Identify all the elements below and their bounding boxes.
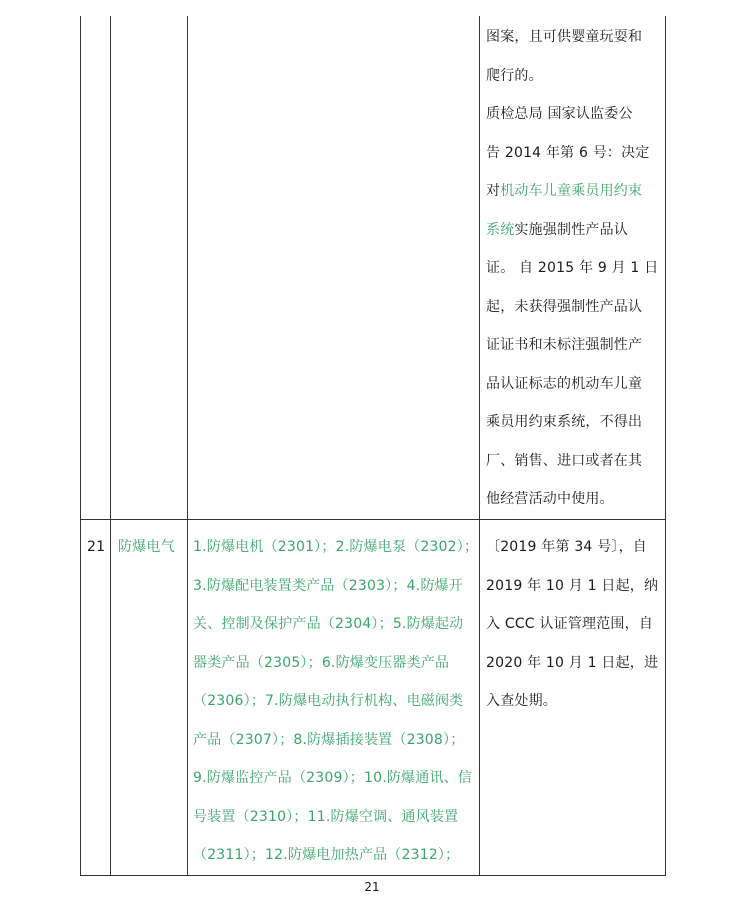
note-text: 实施强制性产品认 (514, 221, 629, 238)
product-category: 防爆电气 (118, 539, 175, 555)
row-21-notes (486, 528, 662, 721)
note-line: 入 CCC 认证管理范围，自 (486, 616, 654, 632)
note-line: 入查处期。 (486, 693, 557, 709)
note-line (486, 211, 662, 250)
note-text: 品认证标志的机动车儿童 (486, 375, 643, 392)
note-line (486, 480, 662, 519)
note-line (486, 172, 662, 211)
note-line: 2020 年 10 月 1 日起，进 (486, 654, 659, 671)
note-line (486, 134, 662, 173)
note-text: 告 2014 年第 6 号：决定 (486, 144, 650, 161)
note-line (486, 403, 662, 442)
note-line (486, 365, 662, 404)
product-line: 号装置（2310）；11.防爆空调、通风装置 (193, 808, 459, 825)
product-line: （2306）；7.防爆电动执行机构、电磁阀类 (193, 693, 464, 709)
note-text: 证。 自 2015 年 9 月 1 日 (486, 260, 659, 276)
product-line: 产品（2307）；8.防爆插接装置（2308）； (193, 731, 465, 748)
note-line: 〔2019 年第 34 号〕，自 (486, 539, 647, 555)
column-divider (479, 16, 480, 875)
product-list (193, 528, 477, 875)
note-line (486, 57, 662, 96)
note-text: 证证书和未标注强制性产 (486, 337, 643, 353)
product-line: 9.防爆监控产品（2309）；10.防爆通讯、信 (193, 770, 473, 786)
note-text: 对 (486, 183, 501, 199)
product-line: 器类产品（2305）；6.防爆变压器类产品 (193, 654, 450, 671)
note-text: 厂、销售、进口或者在其 (486, 452, 643, 469)
note-text: 爬行的。 (486, 67, 543, 84)
note-line (486, 442, 662, 481)
product-line: 关、控制及保护产品（2304）；5.防爆起动 (193, 616, 464, 632)
previous-row-notes (486, 18, 662, 519)
note-line (486, 95, 662, 134)
row-number: 21 (87, 539, 106, 555)
note-text: 乘员用约束系统，不得出 (486, 414, 643, 430)
column-divider (110, 16, 111, 875)
note-line (486, 288, 662, 327)
row-divider (81, 519, 665, 520)
highlighted-text: 系统 (486, 221, 515, 238)
note-line (486, 18, 662, 57)
product-line: 3.防爆配电装置类产品（2303）；4.防爆开 (193, 577, 463, 594)
note-text: 起，未获得强制性产品认 (486, 298, 643, 315)
note-text: 图案，且可供婴童玩耍和 (486, 29, 643, 45)
note-line: 2019 年 10 月 1 日起，纳 (486, 577, 659, 594)
product-line: （2311）；12.防爆电加热产品（2312）； (193, 847, 460, 863)
product-line: 1.防爆电机（2301）；2.防爆电泵（2302）； (193, 539, 479, 555)
highlighted-text: 机动车儿童乘员用约束 (500, 183, 643, 199)
note-line (486, 326, 662, 365)
catalog-table (80, 16, 666, 876)
note-line (486, 249, 662, 288)
note-text: 质检总局 国家认监委公 (486, 106, 633, 122)
page-number: 21 (364, 880, 380, 894)
note-text: 他经营活动中使用。 (486, 491, 614, 507)
column-divider (187, 16, 188, 875)
